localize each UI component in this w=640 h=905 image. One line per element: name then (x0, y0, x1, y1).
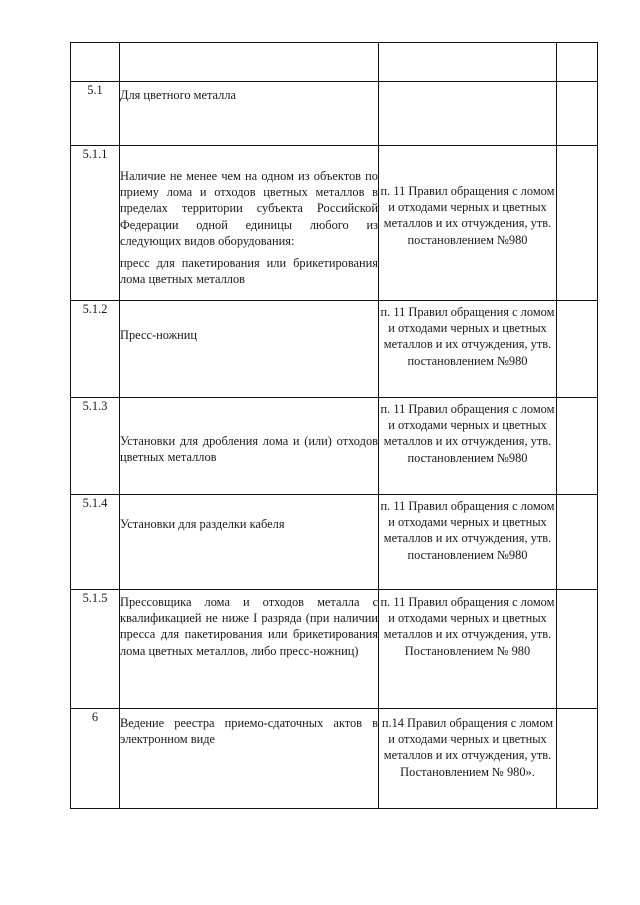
empty-cell (557, 398, 598, 495)
requirement-text (120, 709, 379, 809)
legal-reference (379, 43, 557, 82)
table-row (71, 590, 598, 709)
row-number: 5.1 (71, 82, 120, 146)
empty-cell (557, 146, 598, 301)
requirement-text (120, 146, 379, 301)
empty-cell (557, 301, 598, 398)
legal-reference: п. 11 Правил обращения с ломом и отходами черных и цветных металлов и их отчуждения, утв. Постановлением № 980 (379, 590, 557, 709)
empty-cell (557, 709, 598, 809)
requirement-paragraph: Ведение реестра приемо-сдаточных актов в электронном виде (120, 716, 378, 747)
table-row-header-blank (71, 43, 598, 82)
table-row (71, 495, 598, 590)
table-row (71, 82, 598, 146)
row-number: 5.1.1 (71, 146, 120, 301)
empty-cell (557, 43, 598, 82)
requirement-paragraph: Установки для разделки кабеля (120, 517, 285, 531)
legal-reference: п. 11 Правил обращения с ломом и отходами черных и цветных металлов и их отчуждения, утв. постановлением №980 (379, 301, 557, 398)
table-row (71, 146, 598, 301)
legal-reference: п. 11 Правил обращения с ломом и отходами черных и цветных металлов и их отчуждения, утв. постановлением №980 (379, 398, 557, 495)
requirement-text (120, 82, 379, 146)
legal-reference: п. 11 Правил обращения с ломом и отходами черных и цветных металлов и их отчуждения, утв. постановлением №980 (379, 495, 557, 590)
empty-cell (557, 590, 598, 709)
row-number (71, 43, 120, 82)
requirement-text (120, 398, 379, 495)
row-number: 5.1.4 (71, 495, 120, 590)
row-number: 5.1.3 (71, 398, 120, 495)
requirement-paragraph: Наличие не менее чем на одном из объектов по приему лома и отходов цветных металлов в пределах территории субъекта Российской Федерации одной единицы любого из следующих видов оборудования: (120, 169, 378, 248)
table-row (71, 301, 598, 398)
requirement-text (120, 590, 379, 709)
row-number: 6 (71, 709, 120, 809)
row-number: 5.1.5 (71, 590, 120, 709)
requirement-paragraph: Пресс-ножниц (120, 328, 198, 342)
table-row (71, 398, 598, 495)
requirement-text (120, 43, 379, 82)
legal-reference: п. 11 Правил обращения с ломом и отходами черных и цветных металлов и их отчуждения, утв. постановлением №980 (379, 146, 557, 301)
legal-reference (379, 82, 557, 146)
requirement-paragraph: Для цветного металла (120, 88, 237, 102)
row-number: 5.1.2 (71, 301, 120, 398)
requirement-text (120, 495, 379, 590)
requirement-paragraph: Прессовщика лома и отходов металла с квалификацией не ниже I разряда (при наличии пресса для пакетирования или брикетирования лома цветных металлов, либо пресс-ножниц) (120, 595, 378, 658)
table-row (71, 709, 598, 809)
requirements-table (70, 42, 598, 809)
legal-reference: п.14 Правил обращения с ломом и отходами черных и цветных металлов и их отчуждения, утв. Постановлением № 980». (379, 709, 557, 809)
requirement-paragraph: пресс для пакетирования или брикетирования лома цветных металлов (120, 256, 378, 287)
empty-cell (557, 82, 598, 146)
empty-cell (557, 495, 598, 590)
requirement-text (120, 301, 379, 398)
requirement-paragraph: Установки для дробления лома и (или) отходов цветных металлов (120, 434, 378, 465)
